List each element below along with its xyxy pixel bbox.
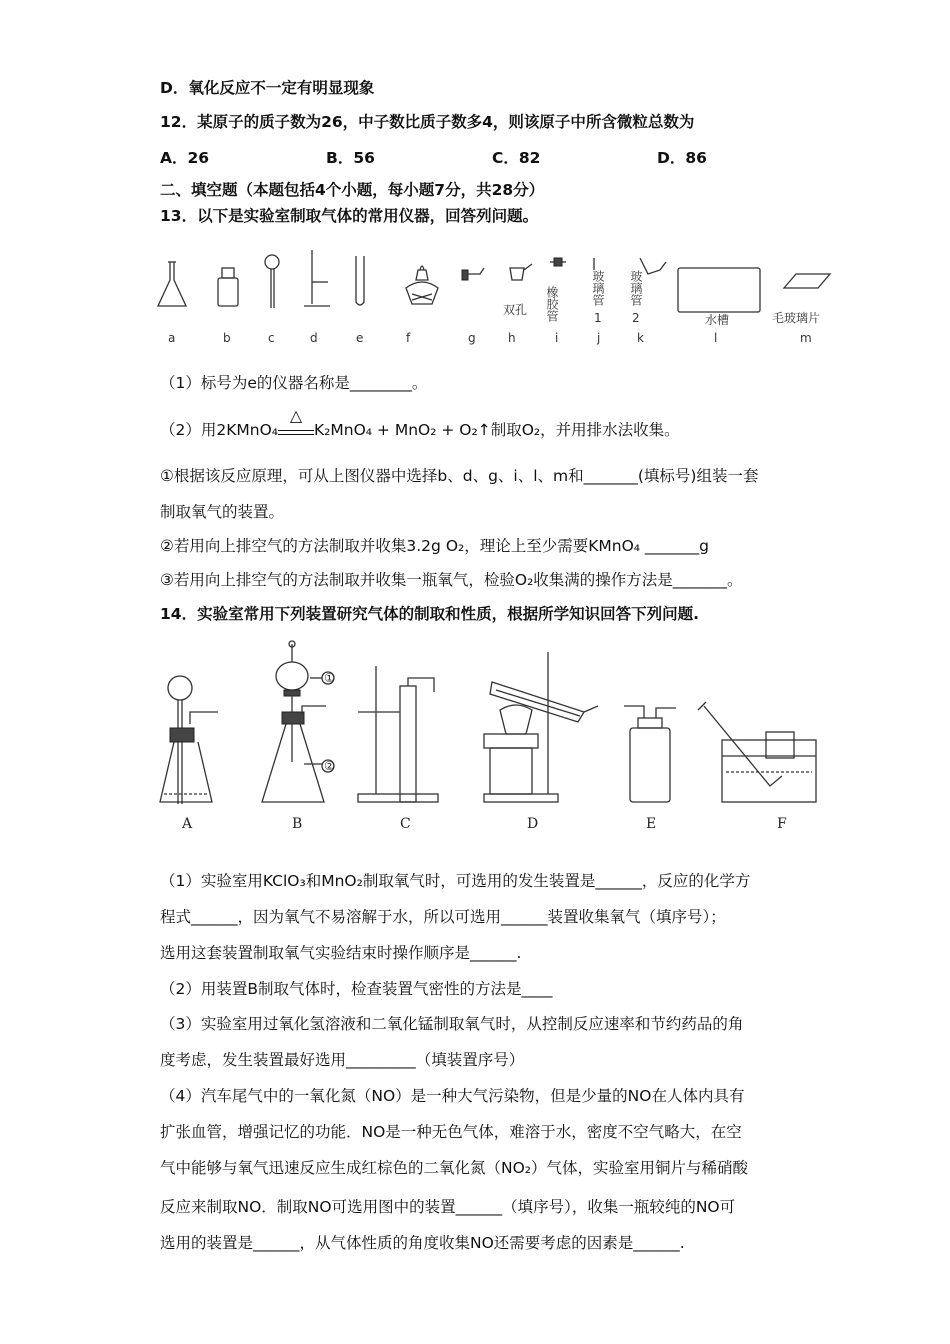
q14-part1c: 选用这套装置制取氧气实验结束时操作顺序是______. — [160, 944, 522, 962]
q13-stem: 13．以下是实验室制取气体的常用仪器，回答列问题。 — [160, 207, 539, 225]
label-apparatus-d: D — [527, 816, 539, 832]
marker-1: ① — [324, 671, 335, 685]
alcohol-lamp-f — [406, 266, 438, 304]
label-apparatus-e: E — [646, 816, 657, 832]
q14-part4b: 扩张血管，增强记忆的功能．NO是一种无色气体，难溶于水，密度不空气略大，在空 — [160, 1123, 742, 1141]
letter-g: g — [468, 331, 476, 345]
thistle-funnel-c — [265, 255, 279, 308]
q13-part2-equation — [160, 406, 680, 440]
label-k-num: 2 — [632, 311, 640, 325]
label-apparatus-f: F — [777, 816, 787, 832]
letter-e: e — [356, 331, 364, 345]
gas-bottle-b — [218, 268, 238, 306]
q13-part2-prefix: （2）用 — [160, 421, 217, 439]
q13-part2-1a: ①根据该反应原理，可从上图仪器中选择b、d、g、i、l、m和_______(填标号)组装一套 — [160, 467, 759, 485]
label-l-text: 水槽 — [705, 313, 730, 327]
marker-2: ② — [324, 759, 335, 773]
letter-a: a — [168, 331, 176, 345]
apparatus-d — [484, 652, 598, 802]
label-apparatus-a: A — [182, 816, 193, 832]
section-title: 二、填空题（本题包括4个小题，每小题7分，共28分） — [160, 181, 545, 199]
q14-part4a: （4）汽车尾气中的一氧化氮（NO）是一种大气污染物，但是少量的NO在人体内具有 — [160, 1087, 745, 1105]
q14-part3b: 度考虑，发生装置最好选用_________（填装置序号） — [160, 1051, 525, 1069]
label-i-text: 橡胶管 — [545, 286, 559, 322]
letter-c: c — [268, 331, 275, 345]
label-apparatus-c: C — [400, 816, 411, 832]
apparatus-b — [262, 641, 335, 802]
q14-part4c: 气中能够与氧气迅速反应生成红棕色的二氧化氮（NO₂）气体，实验室用铜片与稀硝酸 — [160, 1159, 749, 1177]
letter-l: l — [714, 331, 718, 345]
q12-option-d: D．86 — [657, 149, 707, 167]
letter-j: j — [597, 331, 601, 345]
glass-plate-m — [784, 274, 830, 288]
letter-k: k — [637, 331, 644, 345]
heat-symbol: △ — [289, 406, 303, 425]
q14-stem: 14．实验室常用下列装置研究气体的制取和性质，根据所学知识回答下列问题. — [160, 605, 699, 623]
q14-part2: （2）用装置B制取气体时，检查装置气密性的方法是____ — [160, 980, 553, 998]
q13-part2-1b: 制取氧气的装置。 — [160, 503, 285, 521]
iron-stand-d — [304, 250, 330, 306]
apparatus-c — [358, 666, 438, 802]
apparatus-figure — [150, 636, 830, 836]
letter-m: m — [800, 331, 812, 345]
stopper-tube-g — [462, 268, 484, 280]
q12-option-b: B．56 — [326, 149, 375, 167]
letter-i: i — [555, 331, 559, 345]
label-k-text: 玻璃管 — [629, 270, 643, 306]
q13-part2-2: ②若用向上排空气的方法制取并收集3.2g O₂，理论上至少需要KMnO₄ _______g — [160, 537, 710, 555]
instruments-figure — [150, 240, 840, 350]
q14-part4e: 选用的装置是______，从气体性质的角度收集NO还需要考虑的因素是______. — [160, 1234, 685, 1252]
letter-h: h — [508, 331, 516, 345]
q13-part1: （1）标号为e的仪器名称是________。 — [160, 374, 428, 392]
q13-part2-reactant: 2KMnO₄ — [216, 421, 279, 439]
label-h-text: 双孔 — [503, 303, 528, 317]
q13-part2-3: ③若用向上排空气的方法制取并收集一瓶氧气，检验O₂收集满的操作方法是_______。 — [160, 571, 743, 589]
rubber-tube-i — [550, 258, 566, 266]
label-j-text: 玻璃管 — [591, 270, 605, 306]
two-hole-stopper-h — [510, 264, 532, 280]
q12-stem: 12．某原子的质子数为26，中子数比质子数多4，则该原子中所含微粒总数为 — [160, 113, 695, 131]
label-j-num: 1 — [594, 311, 602, 325]
test-tube-e — [356, 256, 364, 305]
label-apparatus-b: B — [292, 816, 303, 832]
label-m-text: 毛玻璃片 — [772, 311, 821, 325]
apparatus-f — [698, 702, 816, 802]
q13-part2-products: K₂MnO₄ + MnO₂ + O₂↑制取O₂，并用排水法收集。 — [314, 421, 680, 439]
glass-tube-k — [640, 258, 666, 274]
q14-part4d: 反应来制取NO．制取NO可选用图中的装置______（填序号），收集一瓶较纯的NO可 — [160, 1198, 736, 1216]
apparatus-a — [160, 676, 218, 804]
letter-f: f — [406, 331, 411, 345]
apparatus-e — [624, 706, 676, 802]
letter-d: d — [310, 331, 318, 345]
q14-part1a: （1）实验室用KClO₃和MnO₂制取氧气时，可选用的发生装置是______，反应的化学方 — [160, 872, 751, 890]
water-trough-l — [678, 268, 760, 312]
q14-part1b: 程式______，因为氧气不易溶解于水，所以可选用______装置收集氧气（填序号）； — [160, 908, 726, 926]
conical-flask-a — [158, 262, 186, 306]
q12-option-c: C．82 — [492, 149, 541, 167]
q12-option-a: A．26 — [160, 149, 210, 167]
q11-option-d: D．氧化反应不一定有明显现象 — [160, 79, 375, 97]
letter-b: b — [223, 331, 231, 345]
q14-part3a: （3）实验室用过氧化氢溶液和二氧化锰制取氧气时，从控制反应速率和节约药品的角 — [160, 1015, 744, 1033]
